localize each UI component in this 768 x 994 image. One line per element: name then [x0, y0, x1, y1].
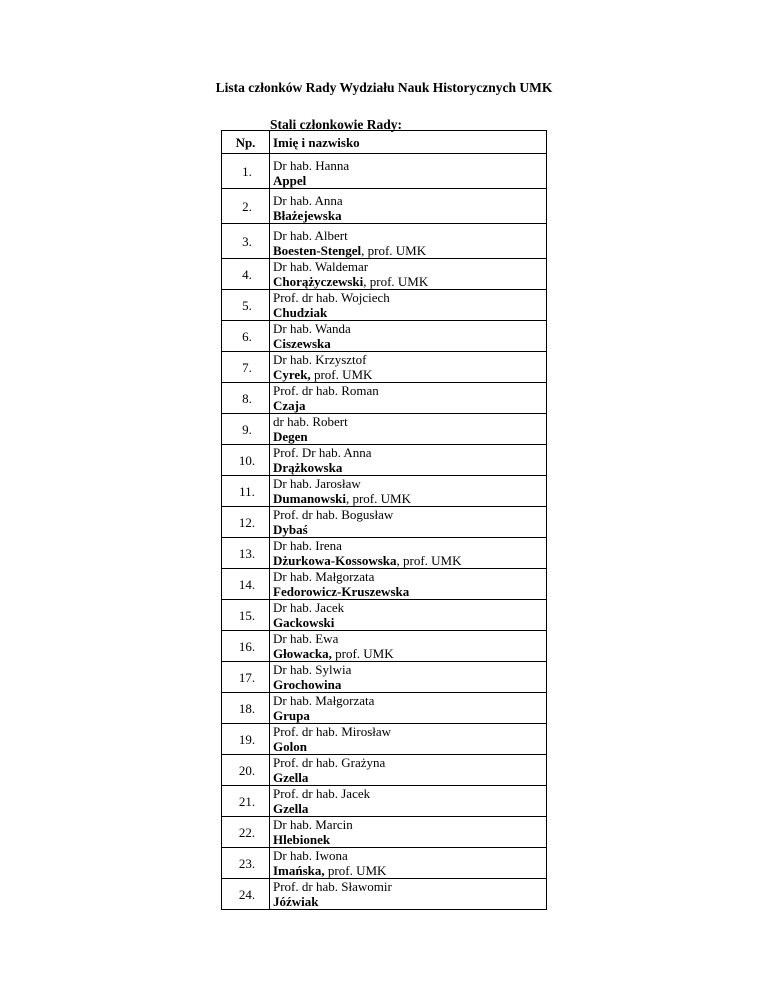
member-surname: Głowacka, — [273, 646, 332, 661]
member-name-line — [273, 832, 546, 847]
table-row — [222, 817, 547, 848]
row-number: 1. — [222, 154, 270, 189]
member-name-line — [273, 336, 546, 351]
member-title: Dr hab. Krzysztof — [273, 352, 367, 367]
member-name-cell — [270, 693, 547, 724]
member-title: Dr hab. Jarosław — [273, 476, 361, 491]
member-title: Dr hab. Waldemar — [273, 259, 369, 274]
member-surname: Grupa — [273, 708, 310, 723]
member-surname: Chorążyczewski — [273, 274, 364, 289]
row-number: 9. — [222, 414, 270, 445]
member-name-cell — [270, 476, 547, 507]
table-row — [222, 662, 547, 693]
member-surname: Grochowina — [273, 677, 342, 692]
row-number: 21. — [222, 786, 270, 817]
member-surname: Fedorowicz-Kruszewska — [273, 584, 410, 599]
member-suffix: prof. UMK — [324, 863, 387, 878]
member-name-cell — [270, 259, 547, 290]
member-surname: Gzella — [273, 770, 309, 785]
table-row — [222, 600, 547, 631]
member-surname: Appel — [273, 173, 307, 188]
table-row — [222, 383, 547, 414]
member-name-cell — [270, 290, 547, 321]
member-name-cell — [270, 445, 547, 476]
member-surname: Gackowski — [273, 615, 335, 630]
table-row — [222, 154, 547, 189]
member-name-cell — [270, 817, 547, 848]
member-surname: Imańska, — [273, 863, 325, 878]
table-row — [222, 693, 547, 724]
member-title: Dr hab. Iwona — [273, 848, 348, 863]
row-number: 2. — [222, 189, 270, 224]
member-name-cell — [270, 224, 547, 259]
member-name-line — [273, 243, 546, 258]
row-number: 6. — [222, 321, 270, 352]
member-title: Dr hab. Jacek — [273, 600, 345, 615]
member-name-line — [273, 708, 546, 723]
member-name-line — [273, 367, 546, 382]
member-name-line — [273, 584, 546, 599]
member-title: Dr hab. Małgorzata — [273, 693, 375, 708]
member-suffix: , prof. UMK — [345, 491, 411, 506]
member-name-line — [273, 677, 546, 692]
member-name-line — [273, 491, 546, 506]
member-surname: Golon — [273, 739, 307, 754]
member-title: Dr hab. Irena — [273, 538, 342, 553]
member-name-line — [273, 522, 546, 537]
table-row — [222, 189, 547, 224]
row-number: 3. — [222, 224, 270, 259]
member-surname: Degen — [273, 429, 308, 444]
row-number: 16. — [222, 631, 270, 662]
table-row — [222, 724, 547, 755]
row-number: 13. — [222, 538, 270, 569]
member-suffix: , prof. UMK — [363, 274, 429, 289]
member-title: dr hab. Robert — [273, 414, 348, 429]
table-row — [222, 224, 547, 259]
member-title: Prof. dr hab. Wojciech — [273, 290, 390, 305]
row-number: 5. — [222, 290, 270, 321]
member-name-cell — [270, 569, 547, 600]
member-surname: Jóźwiak — [273, 894, 319, 909]
member-name-line — [273, 646, 546, 661]
member-name-line — [273, 863, 546, 878]
member-title: Prof. Dr hab. Anna — [273, 445, 372, 460]
row-number: 18. — [222, 693, 270, 724]
section-title: Stali członkowie Rady: — [270, 117, 403, 132]
table-row — [222, 476, 547, 507]
member-surname: Błażejewska — [273, 208, 342, 223]
table-row — [222, 414, 547, 445]
member-name-line — [273, 460, 546, 475]
member-surname: Dżurkowa-Kossowska — [273, 553, 397, 568]
member-name-line — [273, 274, 546, 289]
member-surname: Dumanowski — [273, 491, 346, 506]
member-name-cell — [270, 786, 547, 817]
document-title: Lista członków Rady Wydziału Nauk Historycznych UMK — [215, 80, 553, 95]
row-number: 11. — [222, 476, 270, 507]
member-name-cell — [270, 414, 547, 445]
member-surname: Boesten-Stengel — [273, 243, 362, 258]
member-title: Prof. dr hab. Bogusław — [273, 507, 394, 522]
member-name-line — [273, 173, 546, 188]
table-header — [222, 131, 547, 154]
table-row — [222, 786, 547, 817]
member-name-cell — [270, 321, 547, 352]
row-number: 20. — [222, 755, 270, 786]
member-suffix: , prof. UMK — [361, 243, 427, 258]
member-name-line — [273, 553, 546, 568]
table-row — [222, 879, 547, 910]
member-name-line — [273, 208, 546, 223]
member-name-cell — [270, 507, 547, 538]
member-title: Prof. dr hab. Grażyna — [273, 755, 386, 770]
member-name-cell — [270, 879, 547, 910]
table-row — [222, 538, 547, 569]
member-name-cell — [270, 848, 547, 879]
member-surname: Drążkowska — [273, 460, 343, 475]
member-suffix: prof. UMK — [331, 646, 394, 661]
members-table — [221, 130, 547, 910]
member-title: Dr hab. Albert — [273, 228, 348, 243]
member-name-cell — [270, 724, 547, 755]
member-title: Dr hab. Hanna — [273, 158, 350, 173]
row-number: 8. — [222, 383, 270, 414]
member-surname: Cyrek, — [273, 367, 311, 382]
table-row — [222, 352, 547, 383]
row-number: 23. — [222, 848, 270, 879]
row-number: 19. — [222, 724, 270, 755]
member-surname: Dybaś — [273, 522, 308, 537]
member-name-line — [273, 305, 546, 320]
member-surname: Hlebionek — [273, 832, 331, 847]
member-title: Dr hab. Wanda — [273, 321, 351, 336]
member-surname: Czaja — [273, 398, 306, 413]
table-row — [222, 848, 547, 879]
row-number: 17. — [222, 662, 270, 693]
member-name-line — [273, 429, 546, 444]
member-name-line — [273, 615, 546, 630]
row-number: 24. — [222, 879, 270, 910]
member-name-cell — [270, 662, 547, 693]
member-name-cell — [270, 538, 547, 569]
member-name-cell — [270, 631, 547, 662]
header-number: Np. — [222, 131, 270, 154]
member-title: Prof. dr hab. Sławomir — [273, 879, 392, 894]
member-name-line — [273, 801, 546, 816]
header-row — [222, 131, 547, 154]
table-row — [222, 755, 547, 786]
row-number: 4. — [222, 259, 270, 290]
member-name-line — [273, 894, 546, 909]
row-number: 22. — [222, 817, 270, 848]
member-surname: Chudziak — [273, 305, 328, 320]
member-title: Dr hab. Sylwia — [273, 662, 352, 677]
row-number: 7. — [222, 352, 270, 383]
member-surname: Ciszewska — [273, 336, 331, 351]
member-name-cell — [270, 383, 547, 414]
header-name: Imię i nazwisko — [270, 131, 547, 154]
member-suffix: , prof. UMK — [396, 553, 462, 568]
member-name-line — [273, 739, 546, 754]
table-body — [222, 154, 547, 910]
member-title: Dr hab. Małgorzata — [273, 569, 375, 584]
table-row — [222, 290, 547, 321]
row-number: 15. — [222, 600, 270, 631]
member-title: Prof. dr hab. Mirosław — [273, 724, 392, 739]
member-title: Dr hab. Ewa — [273, 631, 339, 646]
member-name-cell — [270, 755, 547, 786]
member-title: Prof. dr hab. Roman — [273, 383, 379, 398]
table-row — [222, 259, 547, 290]
table-row — [222, 569, 547, 600]
row-number: 10. — [222, 445, 270, 476]
member-suffix: prof. UMK — [310, 367, 373, 382]
row-number: 14. — [222, 569, 270, 600]
member-name-cell — [270, 352, 547, 383]
table-row — [222, 445, 547, 476]
member-surname: Gzella — [273, 801, 309, 816]
member-name-cell — [270, 189, 547, 224]
member-title: Prof. dr hab. Jacek — [273, 786, 371, 801]
member-name-cell — [270, 600, 547, 631]
table-row — [222, 507, 547, 538]
table-row — [222, 321, 547, 352]
member-title: Dr hab. Marcin — [273, 817, 353, 832]
member-name-line — [273, 398, 546, 413]
member-name-line — [273, 770, 546, 785]
member-name-cell — [270, 154, 547, 189]
row-number: 12. — [222, 507, 270, 538]
table-row — [222, 631, 547, 662]
member-title: Dr hab. Anna — [273, 193, 343, 208]
